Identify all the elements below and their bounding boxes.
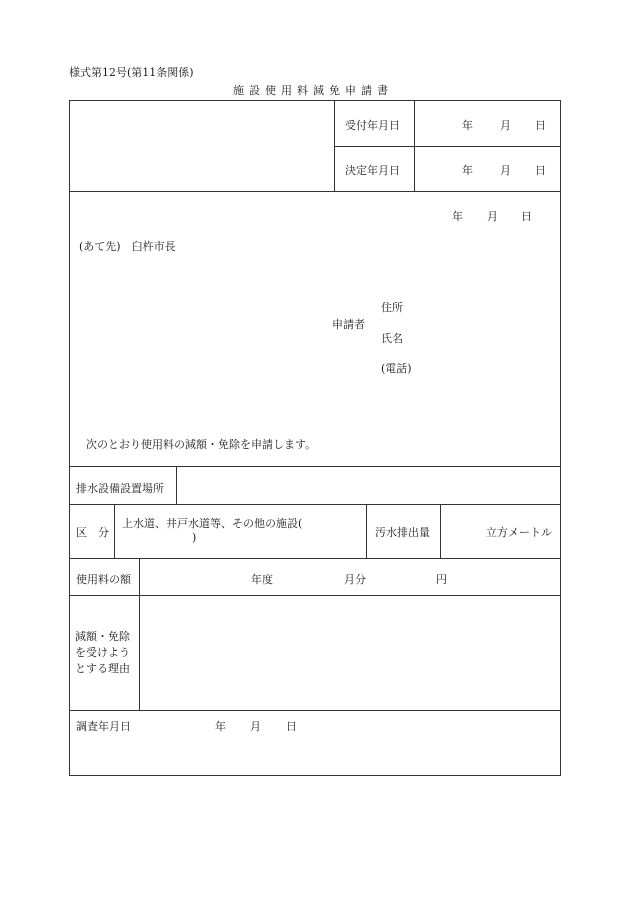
application-date-month: 月	[487, 210, 498, 223]
divider	[69, 466, 561, 467]
applicant-label: 申請者	[332, 318, 365, 331]
divider	[114, 504, 115, 558]
discharge-label: 汚水排出量	[375, 526, 430, 539]
survey-label: 調査年月日	[76, 720, 131, 733]
divider	[69, 710, 561, 711]
fee-yen: 円	[436, 573, 447, 586]
address-label: 住所	[381, 301, 403, 314]
addressee: (あて先) 臼杵市長	[79, 240, 176, 253]
application-statement: 次のとおり使用料の減額・免除を申請します。	[86, 438, 317, 451]
survey-month: 月	[250, 720, 261, 733]
decided-date-day: 日	[535, 164, 546, 177]
application-date-day: 日	[521, 210, 532, 223]
application-date-year: 年	[452, 210, 463, 223]
reason-label: 減額・免除を受けようとする理由	[75, 630, 130, 675]
decided-date-label: 決定年月日	[345, 164, 400, 177]
divider	[440, 504, 441, 558]
divider	[69, 504, 561, 505]
divider	[69, 191, 561, 192]
divider	[366, 504, 367, 558]
fee-month: 月分	[344, 573, 366, 586]
received-date-label: 受付年月日	[345, 119, 400, 132]
fee-year: 年度	[251, 573, 273, 586]
divider	[176, 466, 177, 504]
survey-year: 年	[215, 720, 226, 733]
received-date-year: 年	[462, 119, 473, 132]
divider	[139, 558, 140, 710]
survey-day: 日	[286, 720, 297, 733]
discharge-unit: 立方メートル	[486, 526, 552, 539]
divider	[69, 595, 561, 596]
decided-date-month: 月	[500, 164, 511, 177]
divider	[69, 558, 561, 559]
form-title: 施設使用料減免申請書	[233, 84, 393, 97]
category-label: 区 分	[76, 526, 109, 539]
category-options: 上水道、井戸水道等、その他の施設(	[122, 517, 303, 530]
received-date-month: 月	[500, 119, 511, 132]
name-label: 氏名	[381, 332, 403, 345]
received-date-day: 日	[535, 119, 546, 132]
location-label: 排水設備設置場所	[76, 482, 164, 495]
fee-label: 使用料の額	[76, 573, 131, 586]
phone-label: (電話)	[381, 362, 412, 375]
divider	[334, 146, 561, 147]
form-number: 様式第12号(第11条関係)	[69, 66, 194, 79]
category-options-close: )	[192, 531, 197, 544]
decided-date-year: 年	[462, 164, 473, 177]
